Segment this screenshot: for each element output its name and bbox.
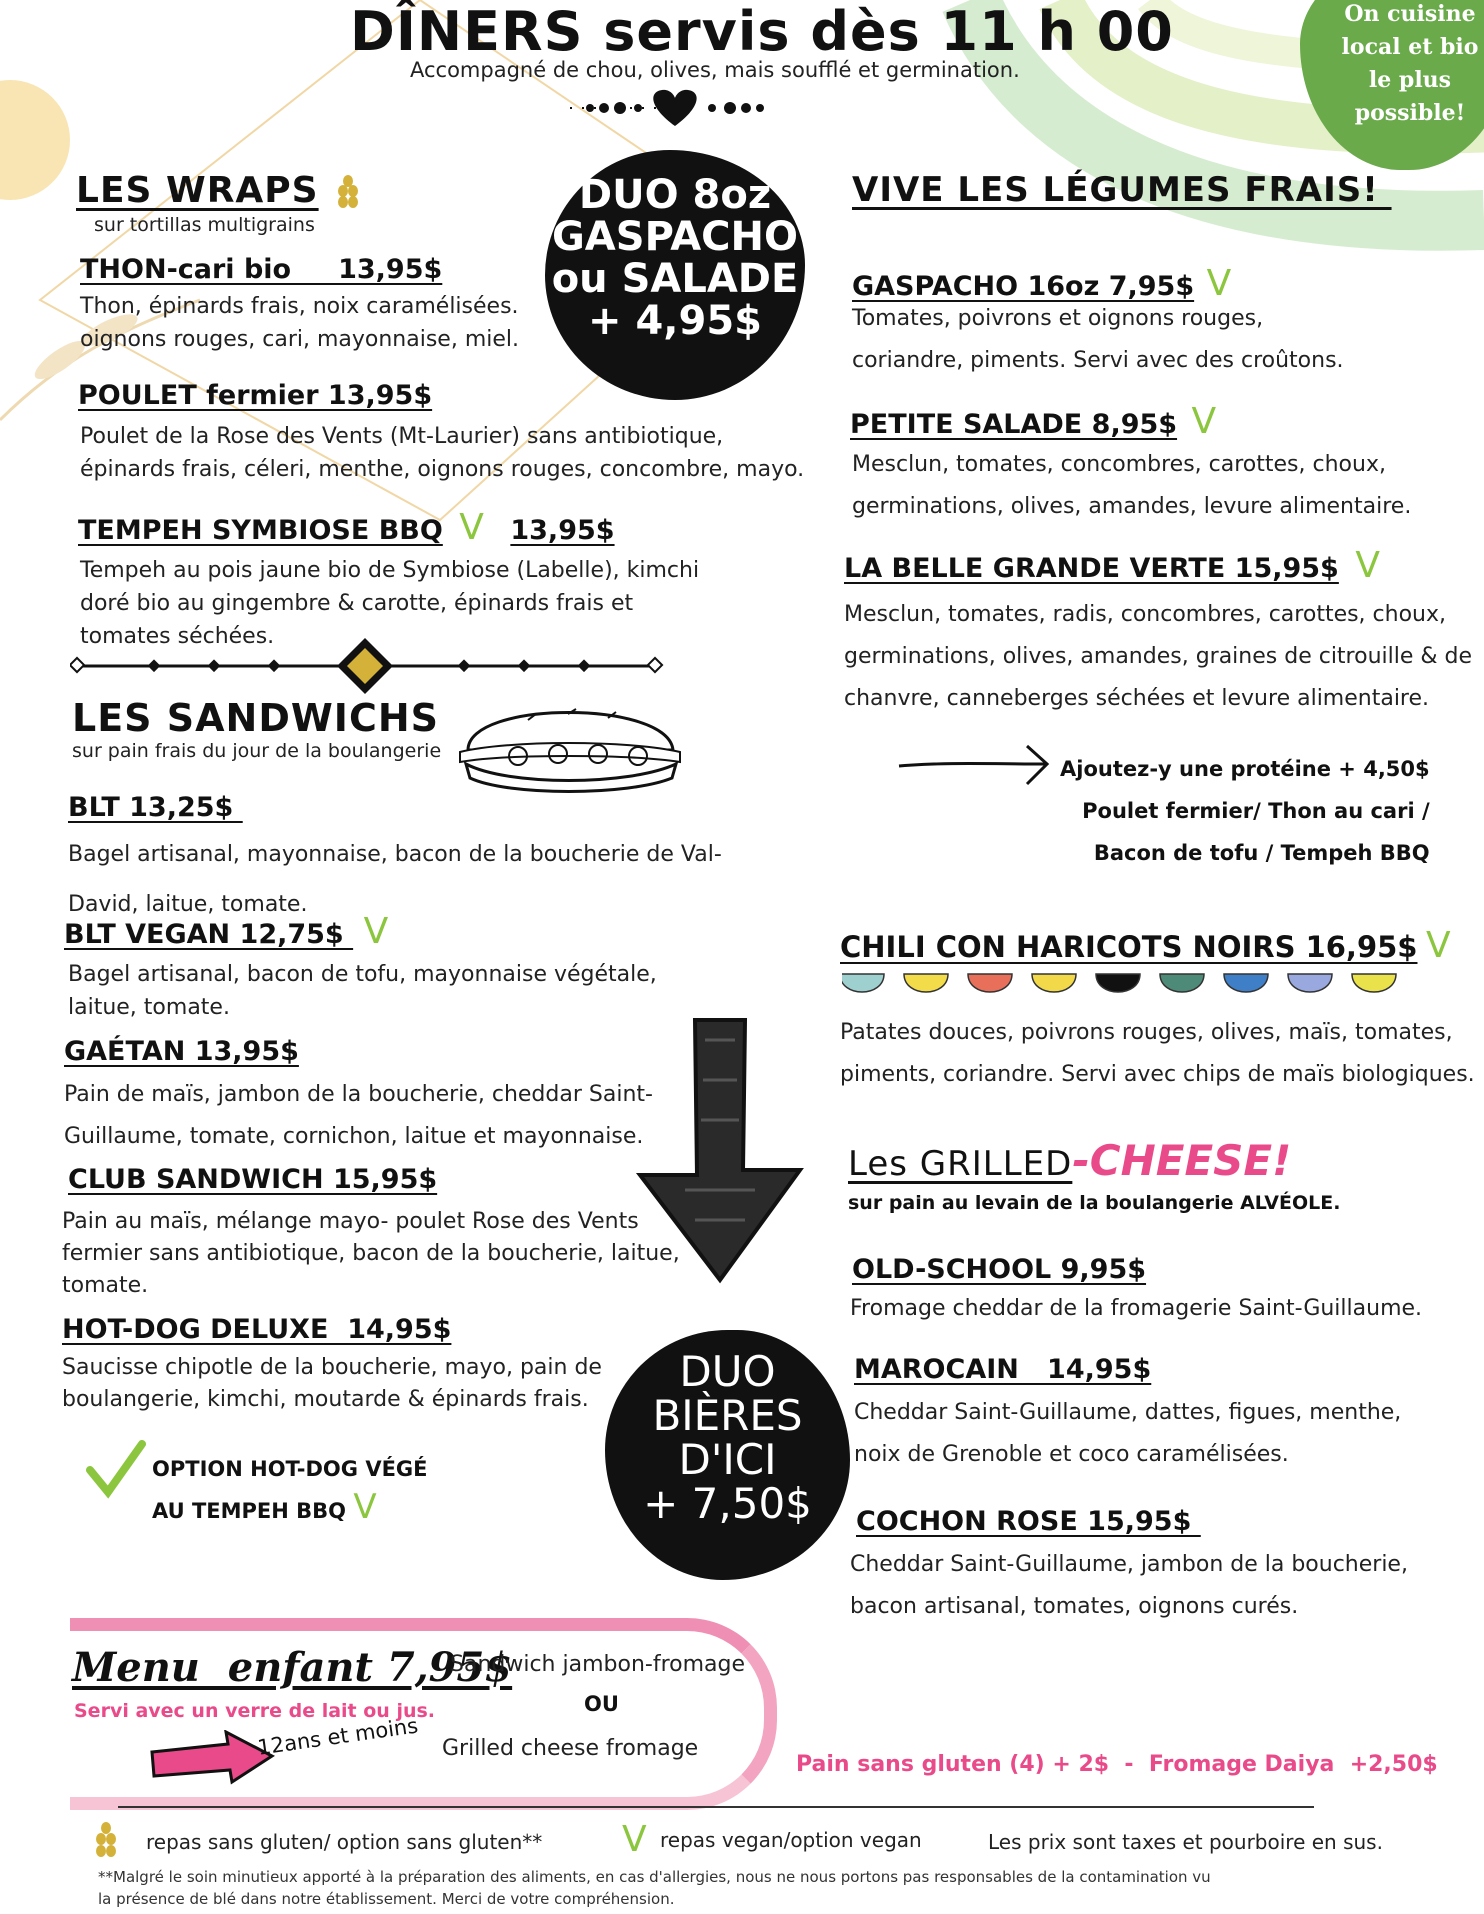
- bowl-icon: [842, 974, 884, 992]
- item-desc: Poulet de la Rose des Vents (Mt-Laurier) sans antibiotique, épinards frais, céleri, menthe, oignons rouges, concombre, mayo.: [80, 424, 805, 482]
- hot-dog-vege-option: OPTION HOT-DOG VÉGÉ AU TEMPEH BBQ V: [152, 1457, 428, 1527]
- badge-line: On cuisine: [1344, 1, 1476, 27]
- item-desc: Bagel artisanal, bacon de tofu, mayonnaise végétale, laitue, tomate.: [68, 962, 657, 1020]
- grilled-cheese-heading: [848, 1136, 1291, 1185]
- vegan-icon: V: [622, 1819, 647, 1860]
- item-desc: Thon, épinards frais, noix caramélisées. oignons rouges, cari, mayonnaise, miel.: [80, 294, 520, 352]
- bowl-icon: [1032, 974, 1076, 992]
- grilled-title: Les GRILLED: [848, 1144, 1073, 1184]
- item-blt-vegan: [64, 911, 389, 952]
- item-old-school: OLD-SCHOOL 9,95$: [852, 1254, 1147, 1285]
- wraps-heading: [76, 170, 358, 211]
- duo-line: + 4,95$: [588, 298, 762, 344]
- item-desc: Pain de maïs, jambon de la boucherie, cheddar Saint- Guillaume, tomate, cornichon, laitue et mayonnaise.: [64, 1082, 653, 1149]
- wraps-title: LES WRAPS: [76, 170, 319, 211]
- duo-bieres-promo: [605, 1330, 850, 1580]
- item-thon-cari: THON-cari bio 13,95$: [80, 254, 443, 285]
- item-desc: Pain au maïs, mélange mayo- poulet Rose des Vents fermier sans antibiotique, bacon de la boucherie, laitue, tomate.: [62, 1209, 680, 1298]
- bowl-icon: [1160, 974, 1204, 992]
- item-gaetan: GAÉTAN 13,95$: [64, 1036, 299, 1067]
- item-title: GASPACHO 16oz 7,95$: [852, 271, 1195, 302]
- vegan-icon: V: [1355, 545, 1380, 586]
- section-divider: [70, 636, 670, 696]
- item-chili: [840, 925, 1451, 966]
- kids-menu-note: Servi avec un verre de lait ou jus.: [74, 1700, 436, 1722]
- legend-disclaimer: **Malgré le soin minutieux apporté à la préparation des aliments, en cas d'allergies, nous ne nous portons pas responsables de la contamination vu la présence de blé dans notre établissement. Merci de votre compréhension.: [98, 1868, 1211, 1908]
- item-belle-grande-verte: [844, 545, 1380, 586]
- kids-menu-title: Menu enfant 7,95$: [72, 1644, 513, 1691]
- item-desc: Tomates, poivrons et oignons rouges, coriandre, piments. Servi avec des croûtons.: [852, 306, 1344, 373]
- sandwich-illustration-icon: [448, 690, 688, 800]
- vegan-icon: V: [459, 507, 484, 548]
- duo-line: DUO 8oz: [578, 172, 772, 218]
- item-desc: Cheddar Saint-Guillaume, dattes, figues, menthe, noix de Grenoble et coco caramélisées.: [854, 1400, 1402, 1467]
- bowl-icon: [1224, 974, 1268, 992]
- item-poulet-fermier: POULET fermier 13,95$: [78, 380, 433, 411]
- bowl-icon: [1096, 974, 1140, 992]
- item-price: 13,95$: [510, 515, 615, 546]
- bowl-icon: [968, 974, 1012, 992]
- protein-addon: Ajoutez-y une protéine + 4,50$ Poulet fermier/ Thon au cari / Bacon de tofu / Tempeh BBQ: [1060, 757, 1430, 865]
- item-title: BLT VEGAN 12,75$: [64, 919, 354, 950]
- item-petite-salade: [850, 401, 1217, 442]
- legend-vegan: repas vegan/option vegan: [660, 1828, 922, 1852]
- item-desc: Cheddar Saint-Guillaume, jambon de la boucherie, bacon artisanal, tomates, oignons curés.: [850, 1552, 1408, 1619]
- bowl-icon: [1288, 974, 1332, 992]
- grilled-title-accent: -CHEESE!: [1072, 1136, 1292, 1185]
- extras-line: Pain sans gluten (4) + 2$ - Fromage Daiya +2,50$: [796, 1752, 1438, 1777]
- sandwichs-subtitle: sur pain frais du jour de la boulangerie: [72, 740, 442, 762]
- duo-line: D'ICI: [678, 1435, 777, 1485]
- gluten-free-icon: [96, 1822, 116, 1862]
- vegan-icon: V: [1191, 401, 1217, 442]
- item-title: PETITE SALADE 8,95$: [850, 409, 1178, 440]
- badge-line: le plus: [1368, 67, 1452, 93]
- duo-line: DUO: [679, 1347, 776, 1396]
- duo-line: ou SALADE: [551, 256, 799, 302]
- item-marocain: MAROCAIN 14,95$: [854, 1354, 1152, 1385]
- item-desc: Saucisse chipotle de la boucherie, mayo, pain de boulangerie, kimchi, moutarde & épinards frais.: [62, 1355, 602, 1412]
- item-desc: Fromage cheddar de la fromagerie Saint-Guillaume.: [850, 1296, 1423, 1321]
- bowl-icon: [904, 974, 948, 992]
- item-club-sandwich: CLUB SANDWICH 15,95$: [68, 1164, 438, 1195]
- grilled-subtitle: sur pain au levain de la boulangerie ALVÉOLE.: [848, 1192, 1341, 1214]
- kids-age: 12ans et moins: [256, 1713, 420, 1760]
- vegan-icon: V: [1206, 263, 1232, 304]
- kids-or: OU: [584, 1692, 619, 1716]
- arrow-right-icon: [895, 740, 1055, 790]
- legend-taxes: Les prix sont taxes et pourboire en sus.: [988, 1830, 1383, 1854]
- item-title: CHILI CON HARICOTS NOIRS 16,95$: [840, 930, 1418, 964]
- heart-ornament-icon: [570, 86, 780, 130]
- vegan-icon: V: [363, 911, 389, 952]
- vegan-icon: V: [1425, 925, 1451, 966]
- item-tempeh-symbiose: [78, 507, 615, 548]
- vegan-icon: V: [353, 1487, 377, 1527]
- item-desc: Bagel artisanal, mayonnaise, bacon de la boucherie de Val- David, laitue, tomate.: [68, 842, 722, 917]
- item-desc: Mesclun, tomates, radis, concombres, carottes, choux, germinations, olives, amandes, graines de citrouille & de chanvre, canneberges séchées et levure alimentaire.: [844, 602, 1473, 711]
- item-title: LA BELLE GRANDE VERTE 15,95$: [844, 553, 1339, 584]
- duo-line: BIÈRES: [652, 1391, 803, 1441]
- page-subtitle: Accompagné de chou, olives, mais soufflé et germination.: [410, 58, 1020, 82]
- item-desc: Patates douces, poivrons rouges, olives, maïs, tomates, piments, coriandre. Servi avec chips de maïs biologiques.: [840, 1020, 1475, 1087]
- bowl-icon: [1352, 974, 1396, 992]
- item-cochon-rose: COCHON ROSE 15,95$: [856, 1506, 1201, 1537]
- item-desc: Tempeh au pois jaune bio de Symbiose (Labelle), kimchi doré bio au gingembre & carotte, épinards frais et tomates séchées.: [80, 558, 700, 649]
- badge-line: possible!: [1354, 100, 1466, 126]
- duo-line: GASPACHO: [551, 214, 799, 260]
- checkmark-icon: [86, 1440, 146, 1500]
- legend-gluten: repas sans gluten/ option sans gluten**: [146, 1830, 543, 1854]
- legumes-title: VIVE LES LÉGUMES FRAIS!: [852, 170, 1392, 210]
- gluten-free-icon: [338, 175, 358, 209]
- item-desc: Mesclun, tomates, concombres, carottes, choux, germinations, olives, amandes, levure alimentaire.: [852, 452, 1412, 519]
- duo-line: + 7,50$: [643, 1479, 812, 1529]
- arrow-down-illustration-icon: [625, 1000, 815, 1290]
- item-title: TEMPEH SYMBIOSE BBQ: [78, 515, 443, 546]
- kids-option-grilled: Grilled cheese fromage: [442, 1736, 699, 1761]
- item-gaspacho: [852, 263, 1232, 304]
- badge-line: local et bio: [1341, 34, 1479, 60]
- footer-divider: [118, 1806, 1314, 1808]
- sandwichs-title: LES SANDWICHS: [72, 696, 440, 740]
- item-blt: BLT 13,25$: [68, 792, 243, 823]
- item-hot-dog-deluxe: HOT-DOG DELUXE 14,95$: [62, 1314, 452, 1345]
- bowls-row-icon: [842, 962, 1422, 1012]
- kids-option-sandwich: Sandwich jambon-fromage: [450, 1652, 746, 1677]
- page-title: DÎNERS servis dès 11 h 00: [350, 0, 1174, 63]
- wraps-subtitle: sur tortillas multigrains: [94, 214, 315, 236]
